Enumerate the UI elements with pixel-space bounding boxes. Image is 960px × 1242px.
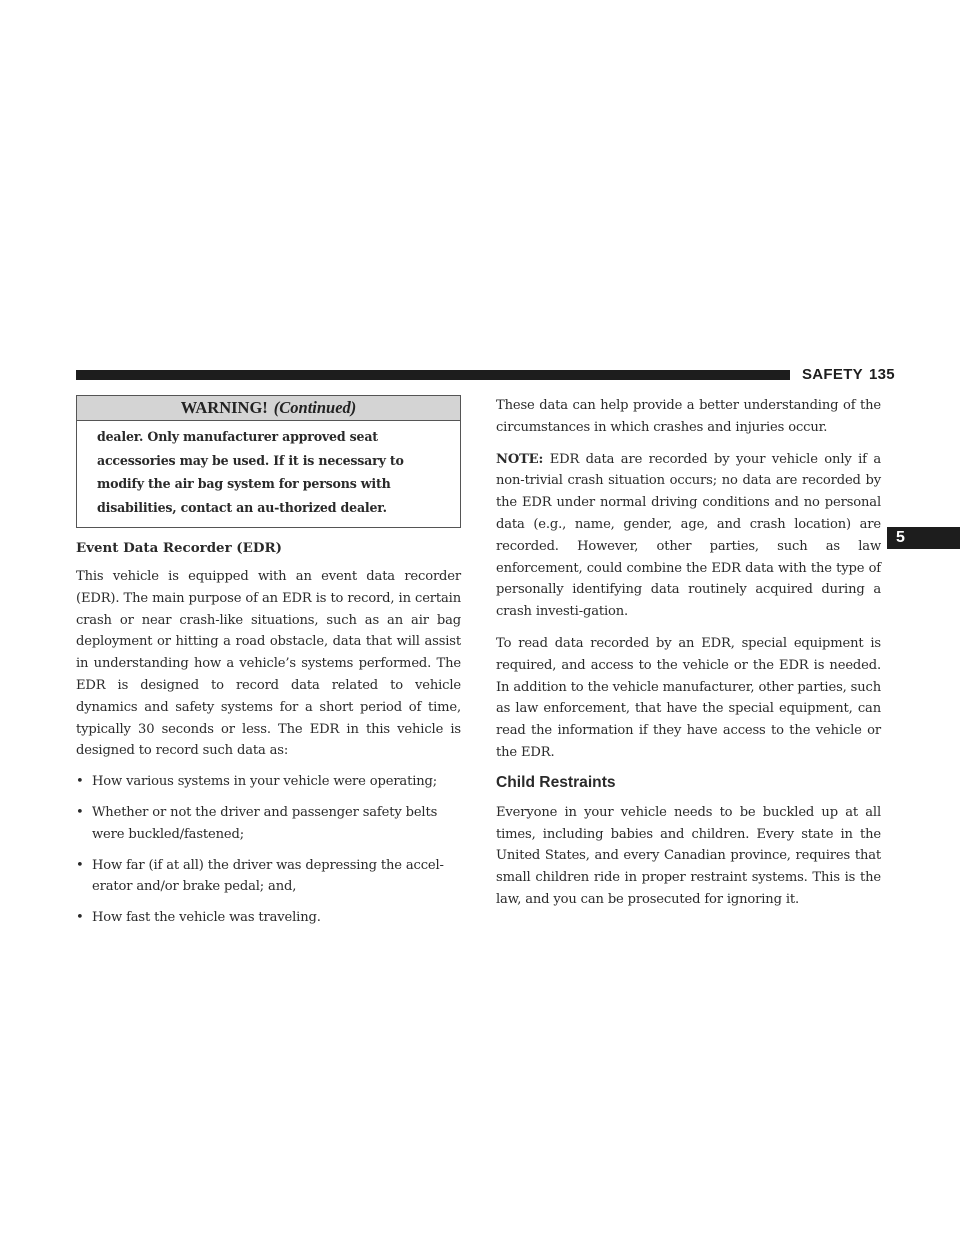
child-restraints-heading: Child Restraints [496, 773, 616, 791]
edr-read-paragraph: To read data recorded by an EDR, special equipment is required, and access to the vehicle or the EDR is needed. In addition to the vehicle manufacturer, other parties, such as law enforcement, that have the special equipment, can read the information if they have access to the vehicle or the EDR. [496, 635, 881, 760]
list-item: • How fast the vehicle was traveling. [76, 907, 461, 929]
bullet-icon: • [76, 857, 84, 873]
running-header [802, 366, 895, 383]
note-text: EDR data are recorded by your vehicle only if a non-trivial crash situation occurs; no data are recorded by the EDR under normal driving conditions and no personal data (e.g., name, gender, age, and crash location) are recorded. However, other parties, such as law enforcement, could combine the EDR data with the type of personally identifying data routinely acquired during a crash investi-gation. [496, 451, 881, 620]
bullet-icon: • [76, 774, 84, 790]
warning-header [77, 396, 460, 421]
edr-note-paragraph [496, 449, 881, 623]
warning-box [76, 395, 461, 528]
page-number: 135 [868, 366, 895, 383]
left-column [76, 395, 461, 929]
note-label: NOTE: [496, 451, 544, 467]
list-item: • How far (if at all) the driver was depressing the accel-erator and/or brake pedal; and, [76, 855, 461, 899]
warning-body: dealer. Only manufacturer approved seat accessories may be used. If it is necessary to modify the air bag system for persons with disabilities, contact an au-thorized dealer. [97, 429, 404, 515]
chapter-tab: 5 [887, 527, 960, 549]
list-item: • How various systems in your vehicle were operating; [76, 771, 461, 793]
child-restraints-body: Everyone in your vehicle needs to be buckled up at all times, including babies and children. Every state in the United States, and every Canadian province, requires that small children ride in proper restraint systems. This is the law, and you can be prosecuted for ignoring it. [496, 804, 881, 907]
header-rule [76, 370, 790, 380]
warning-continued: (Continued) [273, 398, 357, 417]
warning-title: WARNING! [180, 398, 268, 417]
right-column [496, 395, 881, 911]
edr-intro: This vehicle is equipped with an event data recorder (EDR). The main purpose of an EDR is to record, in certain crash or near crash-like situations, such as an air bag deployment or hitting a road obstacle, data that will assist in understanding how a vehicle’s systems performed. The EDR is designed to record data related to vehicle dynamics and safety systems for a short period of time, typically 30 seconds or less. The EDR in this vehicle is designed to record such data as: [76, 569, 461, 759]
edr-understanding-paragraph: These data can help provide a better understanding of the circumstances in which crashes and injuries occur. [496, 398, 881, 435]
list-item: • Whether or not the driver and passenger safety belts were buckled/fastened; [76, 802, 461, 846]
edr-heading: Event Data Recorder (EDR) [76, 540, 282, 556]
edr-bullet-list [76, 771, 461, 929]
section-title: SAFETY [802, 366, 863, 383]
bullet-icon: • [76, 910, 84, 926]
bullet-icon: • [76, 804, 84, 820]
